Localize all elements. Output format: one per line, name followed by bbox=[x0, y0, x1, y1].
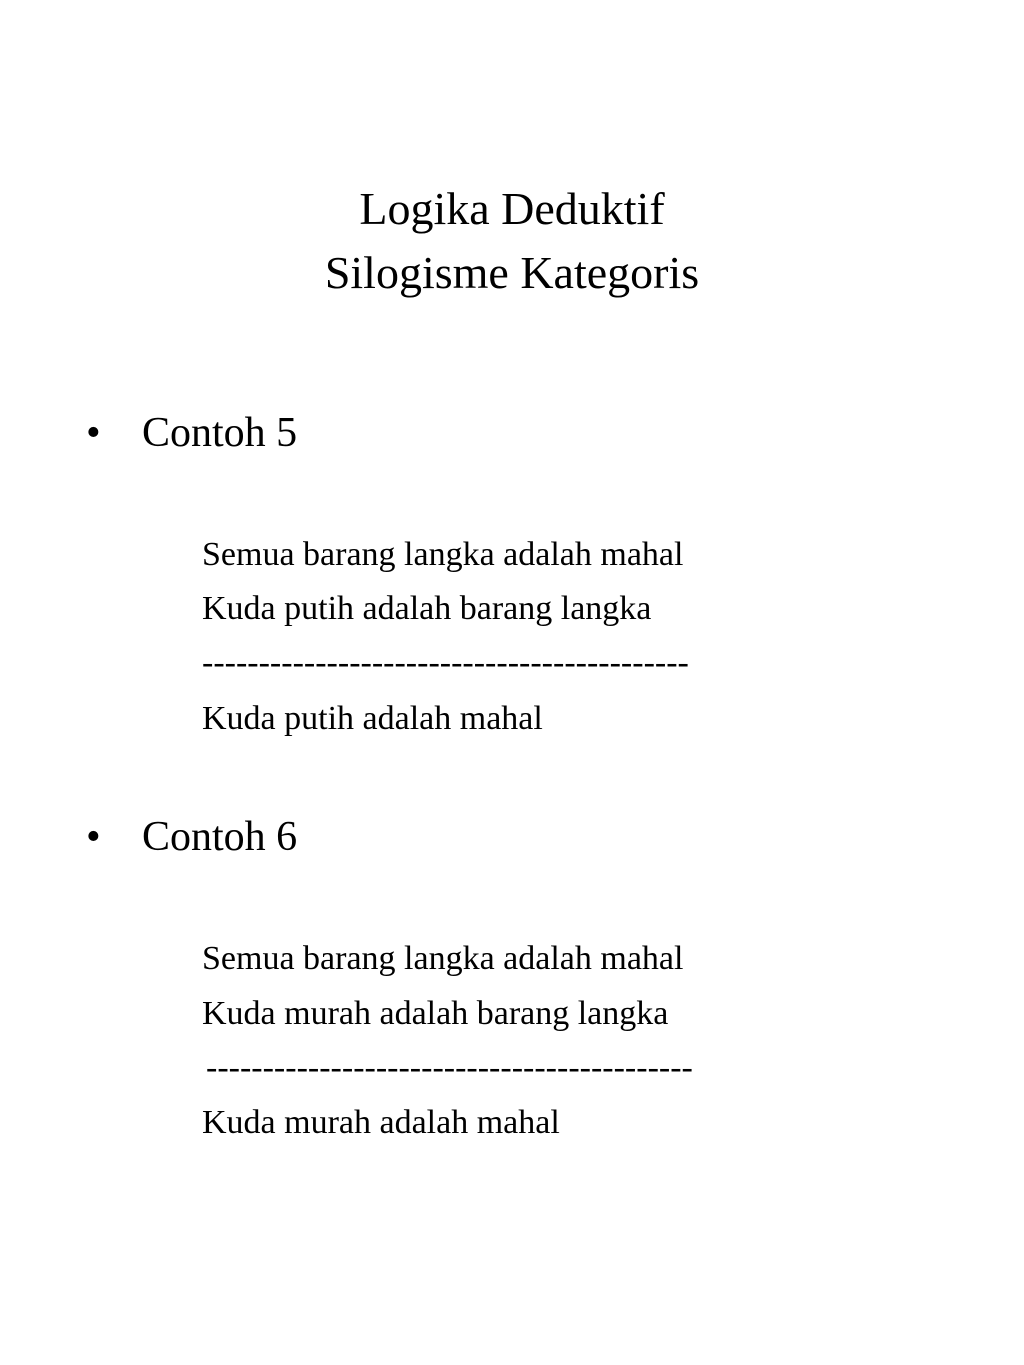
separator-line: ------------------------------------------- bbox=[206, 1049, 693, 1086]
bullet-icon: • bbox=[86, 814, 101, 860]
bullet-item-example-5 bbox=[86, 412, 297, 454]
conclusion: Kuda murah adalah mahal bbox=[202, 1104, 560, 1141]
minor-premise: Kuda putih adalah barang langka bbox=[202, 590, 652, 627]
separator-line: ------------------------------------------- bbox=[202, 644, 689, 681]
slide-title-line-1: Logika Deduktif bbox=[359, 183, 665, 234]
minor-premise: Kuda murah adalah barang langka bbox=[202, 995, 669, 1032]
major-premise: Semua barang langka adalah mahal bbox=[202, 536, 684, 573]
example-heading: Contoh 5 bbox=[142, 410, 298, 456]
bullet-icon: • bbox=[86, 410, 101, 456]
example-heading: Contoh 6 bbox=[142, 814, 298, 860]
slide-title-line-2: Silogisme Kategoris bbox=[324, 247, 700, 298]
major-premise: Semua barang langka adalah mahal bbox=[202, 940, 684, 977]
bullet-item-example-6 bbox=[86, 816, 297, 858]
conclusion: Kuda putih adalah mahal bbox=[202, 700, 543, 737]
